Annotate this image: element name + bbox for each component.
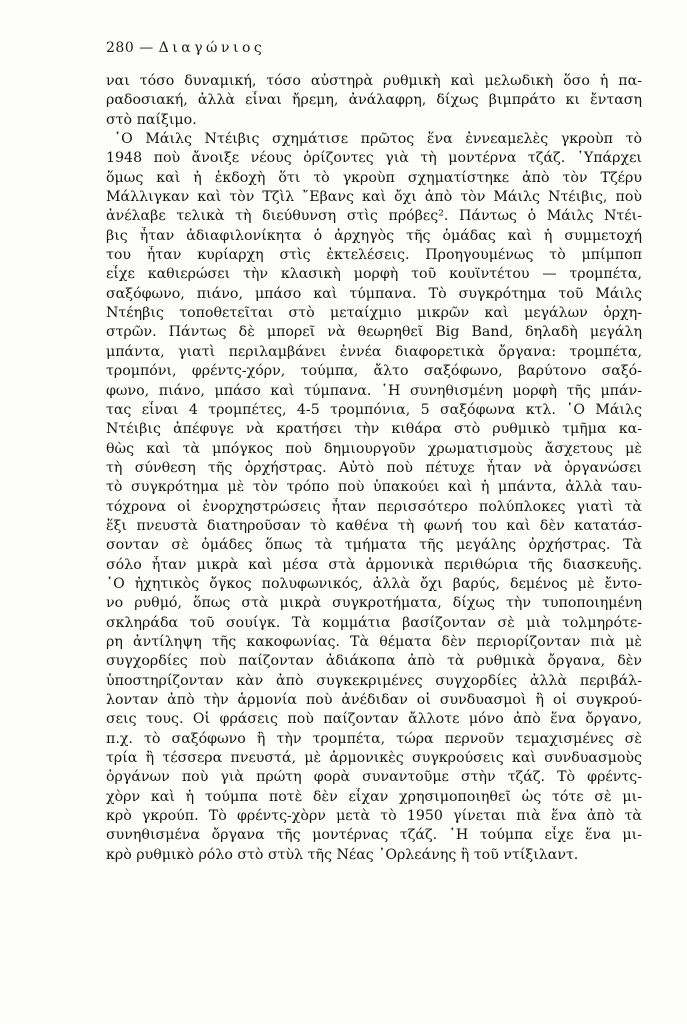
text-line: τὴ σύνθεση τῆς ὀρχήστρας. Αὐτὸ ποὺ πέτυχε ἦταν νὰ ὀργανώσει: [106, 459, 642, 476]
text-line: σεις τους. Οἱ φράσεις ποὺ παίζονταν ἄλλοτε μόνο ἀπὸ ἕνα ὄργανο,: [106, 711, 642, 728]
text-line: κρὸ γκρούπ. Τὸ φρέντς-χὸρν μετὰ τὸ 1950 γίνεται πιὰ ἕνα ἀπὸ τὰ: [106, 808, 642, 825]
text-line: σαξόφωνο, πιάνο, μπάσο καὶ τύμπανα. Τὸ συγκρότημα τοῦ Μάιλς: [106, 285, 642, 302]
running-title: Διαγώνιος: [158, 40, 266, 56]
text-line: ὀργάνων ποὺ γιὰ πρώτη φορὰ συναντοῦμε στὴν τζάζ. Τὸ φρέντς-: [106, 769, 642, 786]
text-line: ραδοσιακή, ἀλλὰ εἶναι ἤρεμη, ἀνάλαφρη, δίχως βιμπράτο κι ἔνταση: [106, 92, 642, 109]
text-line: τρία ἢ τέσσερα πνευστά, μὲ ἁρμονικὲς συγκρούσεις καὶ συνδυασμοὺς: [106, 750, 642, 767]
text-line: σκληράδα τοῦ σουίγκ. Τὰ κομμάτια βασίζονταν σὲ μιὰ τολμηρότε-: [106, 614, 642, 631]
text-line: τόχρονα οἱ ἐνορχηστρώσεις ἦταν περισσότερο πολύπλοκες γιατὶ τὰ: [106, 498, 642, 515]
text-line: σονταν σὲ ὁμάδες ὅπως τὰ τμήματα τῆς μεγάλης ὀρχήστρας. Τὰ: [106, 537, 642, 554]
text-line: χὸρν καὶ ἡ τούμπα ποτὲ δὲν εἶχαν χρησιμοποιηθεῖ ὡς τότε σὲ μι-: [106, 788, 642, 805]
body-text: [106, 72, 642, 865]
text-line: Μάλλιγκαν καὶ τὸν Τζὶλ ῎Εβανς καὶ ὄχι ἀπὸ τὸν Μάιλς Ντέιβις, ποὺ: [106, 189, 642, 206]
text-line: βις ἦταν ἀδιαφιλονίκητα ὁ ἀρχηγὸς τῆς ὁμάδας καὶ ἡ συμμετοχή: [106, 227, 642, 244]
text-line: ῾Ο ἠχητικὸς ὄγκος πολυφωνικός, ἀλλὰ ὄχι βαρύς, δεμένος μὲ ἔντο-: [106, 575, 642, 592]
text-line: φωνο, πιάνο, μπάσο καὶ τύμπανα. ῾Η συνηθισμένη μορφὴ τῆς μπάν-: [106, 382, 642, 399]
text-line: ῾Ο Μάιλς Ντέιβις σχημάτισε πρῶτος ἕνα ἐννεαμελὲς γκροὺπ τὸ: [114, 131, 642, 148]
running-head: [106, 40, 265, 56]
text-line: συγχορδίες ποὺ παίζονταν ἀδιάκοπα ἀπὸ τὰ ρυθμικὰ ὄργανα, δὲν: [106, 653, 642, 670]
text-line: ὅμως καὶ ἡ ἐκδοχὴ ὅτι τὸ γκροὺπ σχηματίστηκε ἀπὸ τὸν Τζέρυ: [106, 169, 642, 186]
text-line: στρῶν. Πάντως δὲ μπορεῖ νὰ θεωρηθεῖ Big Band, δηλαδὴ μεγάλη: [106, 324, 642, 341]
text-line: λονταν ἀπὸ τὴν ἁρμονία ποὺ ἀνέδιδαν οἱ συνδυασμοὶ ἢ οἱ συγκρού-: [106, 692, 642, 708]
text-line: ρη ἀντίληψη τῆς κακοφωνίας. Τὰ θέματα δὲν περιορίζονταν πιὰ μὲ: [106, 633, 642, 650]
text-line: Ντέιβις ἀπέφυγε νὰ κρατήσει τὴν κιθάρα στὸ ρυθμικὸ τμῆμα κα-: [106, 421, 642, 438]
text-line: ὑποστηρίζονταν κὰν ἀπὸ συγκεκριμένες συγχορδίες ἀλλὰ περιβάλ-: [106, 672, 642, 689]
text-line: 1948 ποὺ ἄνοιξε νέους ὁρίζοντες γιὰ τὴ μοντέρνα τζάζ. ῾Υπάρχει: [106, 150, 642, 167]
text-line: θὼς καὶ τὰ μπόγκος ποὺ δημιουργοῦν χρωματισμοὺς ἄσχετους μὲ: [106, 440, 642, 457]
paragraph: [106, 130, 642, 865]
page-number: 280: [106, 40, 135, 56]
paragraph: [106, 72, 642, 130]
text-line: τρομπόνι, φρέντς-χόρν, τούμπα, ἄλτο σαξόφωνο, βαρύτονο σαξό-: [106, 363, 642, 380]
text-line: τὸ συγκρότημα μὲ τὸν τρόπο ποὺ ὑπακούει καὶ ἡ μπάντα, ἀλλὰ ταυ-: [106, 479, 642, 496]
text-line: μπάντα, γιατὶ περιλαμβάνει ἐννέα διαφορετικὰ ὄργανα: τρομπέτα,: [106, 343, 642, 360]
text-line: π.χ. τὸ σαξόφωνο ἢ τὴν τρομπέτα, τώρα περνοῦν τεμαχισμένες σὲ: [106, 730, 642, 747]
text-line: εἶχε καθιερώσει τὴν κλασικὴ μορφὴ τοῦ κουϊντέτου — τρομπέτα,: [106, 266, 642, 283]
text-line: σόλο ἦταν μικρὰ καὶ μέσα στὰ ἁρμονικὰ περιθώρια τῆς διασκευῆς.: [106, 556, 642, 573]
text-line: ἀνέλαβε τελικὰ τὴ διεύθυνση στὶς πρόβες². Πάντως ὁ Μάιλς Ντέι-: [106, 208, 642, 225]
text-line: στὸ παίξιμο.: [106, 111, 197, 128]
text-line: συνηθισμένα ὄργανα τῆς μοντέρνας τζάζ. ῾Η τούμπα εἶχε ἕνα μι-: [106, 827, 642, 844]
text-line: τας εἶναι 4 τρομπέτες, 4-5 τρομπόνια, 5 σαξόφωνα κτλ. ῾Ο Μάιλς: [106, 401, 642, 418]
text-line: του ἦταν κυρίαρχη στὶς ἐκτελέσεις. Προηγουμένως τὸ μπίμποπ: [106, 247, 642, 264]
text-line: νο ρυθμό, ὅπως στὰ μικρὰ συγκροτήματα, δίχως τὴν τυποποιημένη: [106, 595, 642, 612]
text-line: ἕξι πνευστὰ διατηροῦσαν τὸ καθένα τὴ φωνή του καὶ δὲν κατατάσ-: [106, 517, 642, 534]
text-line: Ντέηβις τοποθετεῖται στὸ μεταίχμιο μικρῶν καὶ μεγάλων ὀρχη-: [106, 305, 642, 322]
text-line: κρὸ ρυθμικὸ ρόλο στὸ στὺλ τῆς Νέας ᾽Ορλεάνης ἢ τοῦ ντίξιλαντ.: [106, 846, 579, 863]
header-separator: —: [139, 40, 154, 56]
text-line: ναι τόσο δυναμική, τόσο αὐστηρὰ ρυθμικὴ καὶ μελωδικὴ ὅσο ἡ πα-: [106, 73, 642, 89]
